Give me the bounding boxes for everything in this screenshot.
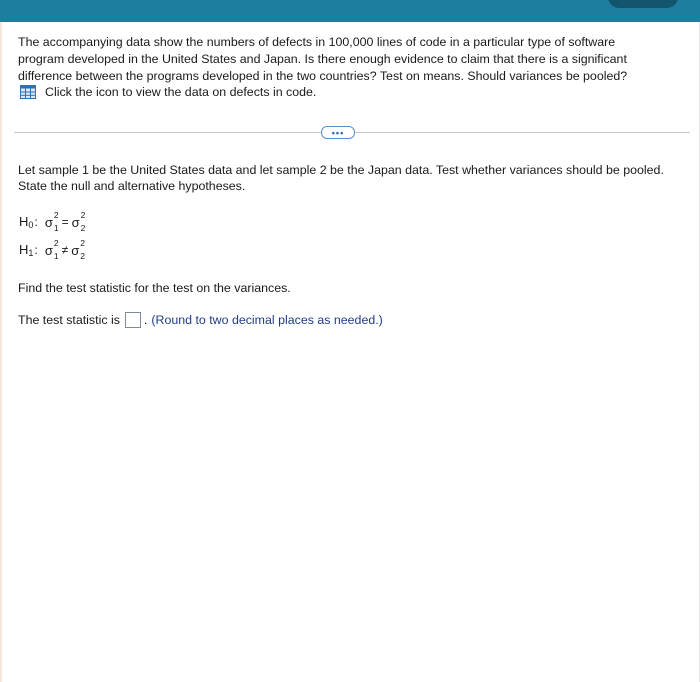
- data-link[interactable]: [20, 84, 316, 100]
- h1-label: $H_1$: [19, 242, 34, 258]
- more-dots: •••: [331, 127, 345, 138]
- answer-suffix: .: [143, 313, 148, 327]
- header-button[interactable]: [608, 0, 678, 8]
- answer-row: [18, 312, 383, 328]
- left-border: [0, 22, 2, 682]
- data-table-icon[interactable]: [20, 85, 36, 99]
- alternative-hypothesis: $H_1$ : σ 2 1 ≠ σ 2 2: [19, 238, 85, 261]
- data-link-label[interactable]: Click the icon to view the data on defects in code.: [45, 85, 317, 99]
- expand-button[interactable]: [321, 126, 355, 139]
- h0-lhs: σ 2 1: [44, 210, 59, 233]
- h1-rhs: σ 2 2: [71, 238, 85, 261]
- part-instructions: Let sample 1 be the United States data and let sample 2 be the Japan data. Test whether variances should be pooled. State the null and alternative hypotheses.: [18, 163, 664, 193]
- find-instruction: Find the test statistic for the test on the variances.: [18, 281, 291, 295]
- h0-operator: =: [61, 215, 69, 229]
- h1-lhs: σ 2 1: [44, 238, 59, 261]
- h1-operator: ≠: [61, 243, 69, 257]
- answer-prefix: The test statistic is: [18, 313, 120, 327]
- h0-label: $H_0$: [19, 214, 34, 230]
- top-bar: [0, 0, 700, 22]
- question-text: The accompanying data show the numbers of defects in 100,000 lines of code in a particular type of software program developed in the United States and Japan. Is there enough evidence to claim that there is a significant difference between the programs developed in the two countries? Test on means. Should variances be pooled?: [18, 35, 628, 83]
- rounding-hint: (Round to two decimal places as needed.): [151, 313, 383, 327]
- test-statistic-input[interactable]: [125, 312, 141, 328]
- h0-rhs: σ 2 2: [71, 210, 86, 233]
- null-hypothesis: $H_0$ : σ 2 1 = σ 2 2: [19, 210, 86, 233]
